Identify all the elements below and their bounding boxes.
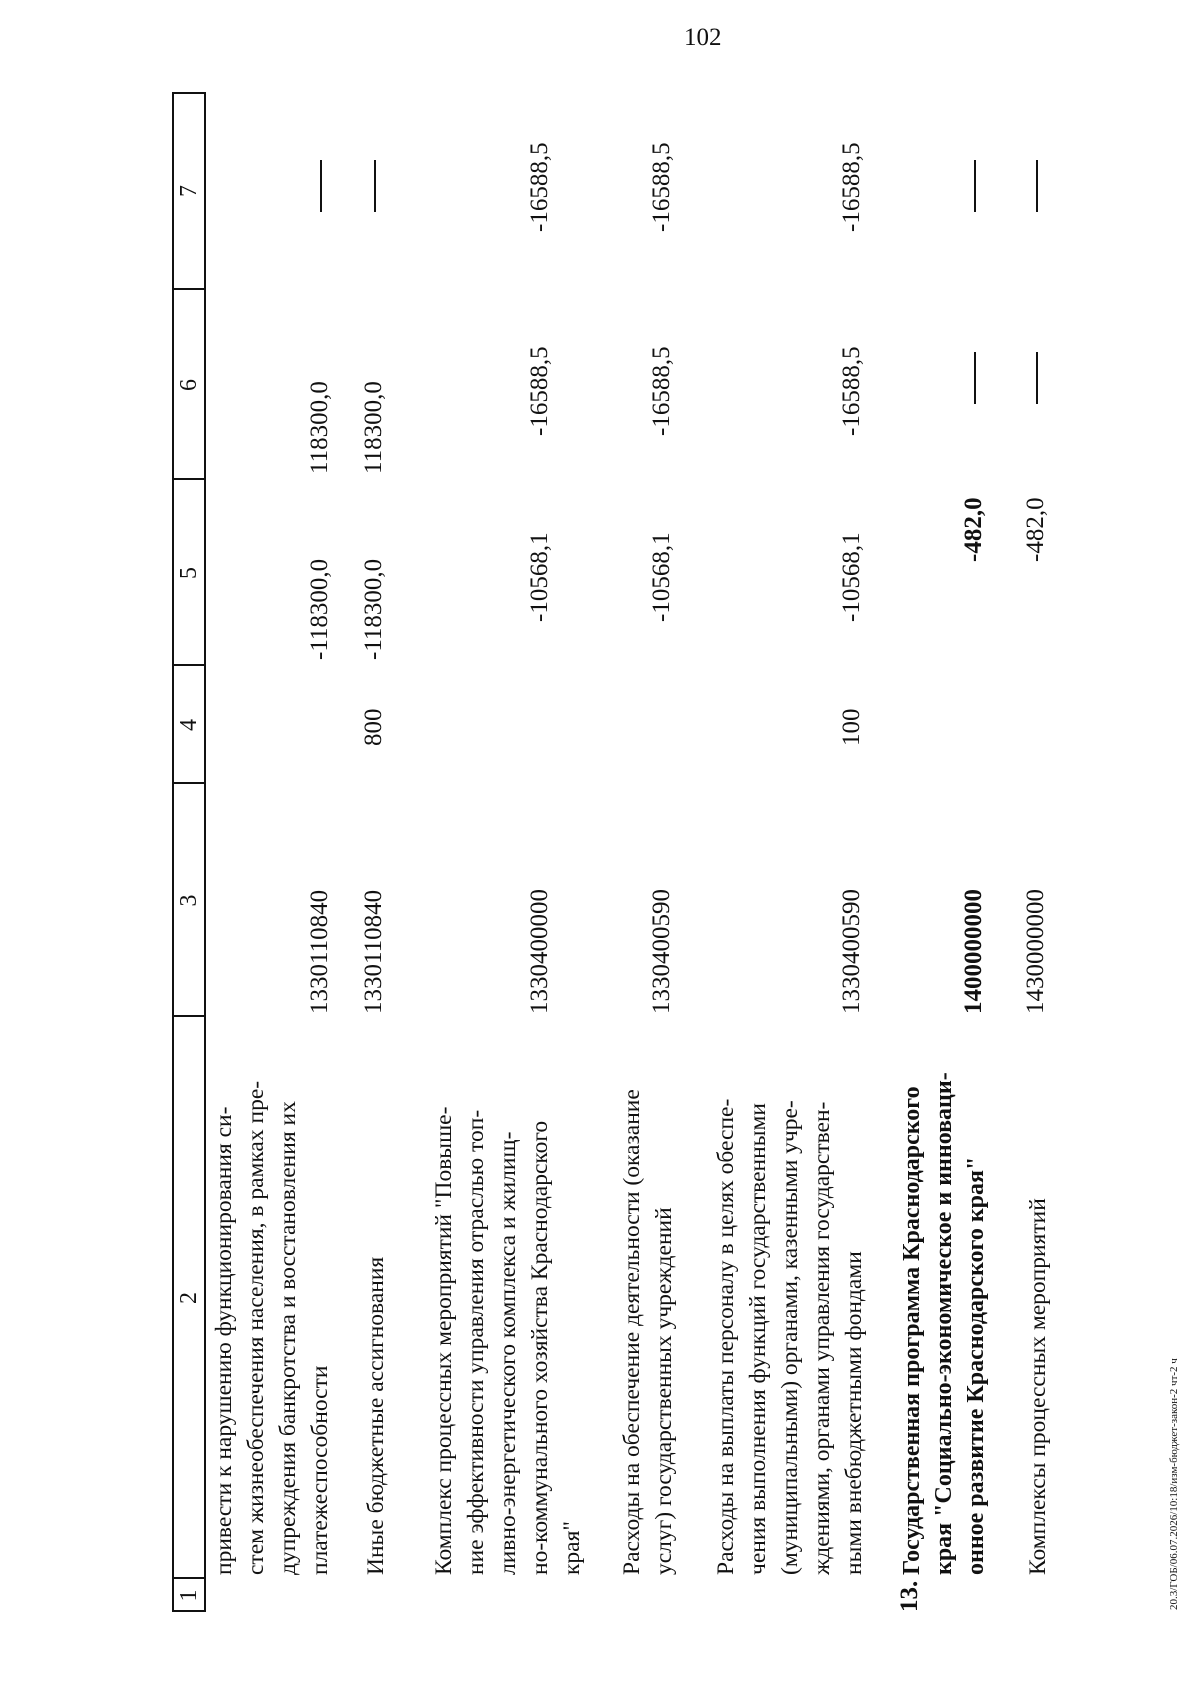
description-line: стем жизнеобеспечения населения, в рамках пре- [243, 1080, 269, 1575]
description-line: дупреждения банкротства и восстановления их [275, 1101, 301, 1575]
table-header [172, 92, 206, 1612]
description-line: Иные бюджетные ассигнования [363, 1256, 389, 1575]
description-line: края "Социально-экономическое и инноваци- [931, 1072, 957, 1575]
description-line: Государственная программа Краснодарского [899, 1086, 925, 1575]
expense-type-cell: 800 [360, 708, 387, 746]
dash-col6 [1022, 352, 1050, 404]
budget-table [172, 92, 1077, 1612]
header-col-4: 4 [176, 719, 202, 731]
amount-col5: -10568,1 [526, 532, 553, 622]
amount-col7: -16588,5 [648, 142, 675, 232]
header-col-5: 5 [176, 567, 202, 579]
row-description [616, 1020, 680, 1575]
description-line: Расходы на обеспечение деятельности (оказание [619, 1089, 645, 1575]
amount-col7: -16588,5 [526, 142, 553, 232]
amount-col5: -118300,0 [306, 558, 333, 660]
dash-col7 [960, 160, 988, 212]
code-cell: 1330400590 [648, 889, 675, 1014]
dash-col7 [360, 160, 388, 212]
row-description [896, 1020, 992, 1575]
description-line: платежеспособности [307, 1365, 333, 1575]
amount-col5: -118300,0 [360, 558, 387, 660]
dash-col6 [960, 352, 988, 404]
expense-type-cell: 100 [838, 708, 865, 746]
header-col-1: 1 [176, 1589, 202, 1602]
description-line: Комплексы процессных мероприятий [1025, 1198, 1051, 1575]
dash-col7 [1022, 160, 1050, 212]
header-col-2: 2 [176, 1292, 202, 1304]
page-number: 102 [684, 24, 722, 51]
description-line: ными внебюджетными фондами [841, 1251, 867, 1575]
description-line: Расходы на выплаты персоналу в целях обеспе- [713, 1098, 739, 1575]
description-line: ливно-энергетического комплекса и жилищ- [495, 1131, 521, 1575]
row-description [1022, 1020, 1054, 1575]
amount-col6: -16588,5 [648, 346, 675, 436]
description-line: ждениями, органами управления государствен- [809, 1101, 835, 1575]
code-cell: 1330400590 [838, 889, 865, 1014]
description-line: услуг) государственных учреждений [651, 1207, 677, 1575]
description-line: (муниципальными) органами, казенными учре- [777, 1100, 803, 1575]
row-description [428, 1020, 588, 1575]
row-description [360, 1020, 392, 1575]
dash-col7 [306, 160, 334, 212]
description-line: чения выполнения функций государственными [745, 1103, 771, 1575]
description-line: Комплекс процессных мероприятий "Повыше- [431, 1106, 457, 1575]
document-footer: 20.3/ГОБ/06.07.2026/10:18/изм-бюджет-закон-2 чт-2 ч [1168, 1358, 1180, 1610]
code-cell: 1330110840 [306, 889, 333, 1014]
header-col-7: 7 [176, 185, 202, 197]
row-description [710, 1020, 870, 1575]
row-number: 13. [896, 1580, 923, 1612]
code-cell: 1330110840 [360, 889, 387, 1014]
code-cell: 1330400000 [526, 889, 553, 1014]
amount-col5: -482,0 [960, 497, 987, 562]
header-col-3: 3 [176, 894, 202, 907]
code-cell: 1400000000 [960, 889, 987, 1014]
row-description [208, 1020, 336, 1575]
amount-col5: -482,0 [1022, 497, 1049, 562]
description-line: края" [559, 1521, 585, 1575]
description-line: ние эффективности управления отраслью топ- [463, 1109, 489, 1575]
description-line: онное развитие Краснодарского края" [963, 1156, 989, 1575]
amount-col6: 118300,0 [360, 381, 387, 474]
amount-col6: 118300,0 [306, 381, 333, 474]
amount-col6: -16588,5 [838, 346, 865, 436]
code-cell: 1430000000 [1022, 889, 1049, 1014]
amount-col5: -10568,1 [838, 532, 865, 622]
amount-col6: -16588,5 [526, 346, 553, 436]
header-col-6: 6 [176, 379, 202, 391]
amount-col5: -10568,1 [648, 532, 675, 622]
description-line: привести к нарушению функционирования си- [211, 1106, 237, 1575]
amount-col7: -16588,5 [838, 142, 865, 232]
description-line: но-коммунального хозяйства Краснодарского [527, 1120, 553, 1575]
